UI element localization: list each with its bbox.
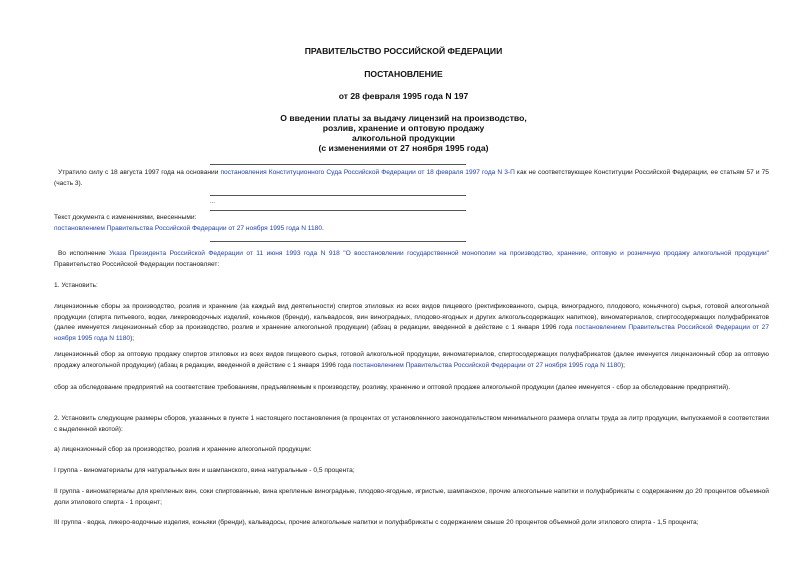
license-trade-end: );: [620, 361, 625, 369]
item-2-paragraph: 2. Установить следующие размеры сборов, указанных в пункте 1 настоящего постановления (в процентах от установленного законодательством минимального размера оплаты труда за литр продукции, выпускаемой в соответствии с выделенной квотой):: [54, 415, 769, 433]
repeal-notice-text: Утратило силу с 18 августа 1997 года на основании: [58, 169, 221, 176]
subitem-a: а) лицензионный сбор за производство, розлив и хранение алкогольной продукции:: [54, 446, 312, 453]
document-date: от 28 февраля 1995 года N 197: [338, 91, 469, 101]
government-heading: ПРАВИТЕЛЬСТВО РОССИЙСКОЙ ФЕДЕРАЦИИ: [304, 46, 503, 56]
separator-rule: [210, 195, 466, 196]
document-title-line-4: (с изменениями от 27 ноября 1995 года): [318, 143, 489, 153]
license-production-text: лицензионные сборы за производство, розлив и хранение (за каждый вид деятельности) спиртов этиловых из всех видов пищевого (ректификованного, сырца, виноградного, плодового, коньячного) сырья, готовой алкогольной продукции (спирта питьевого, водки, ликероводочных изделий, коньяков (бренди), кальвадосов, вин виноградных, плодово-ягодных и других алкогольсодержащих напитков), виноматериалов, спиртосодержащих полуфабрикатов (далее именуется лицензионный сбор за производство, розлив и хранение алкогольной продукции) (абзац в редакции, введенной в действие с 1 января 1996 года: [54, 303, 769, 332]
amendment-1180-link[interactable]: постановлением Правительства Российской Федерации от 27 ноября 1995 года N 1180: [352, 361, 621, 369]
preamble-text: Во исполнение: [58, 250, 110, 257]
repeal-notice-text-end: как не соответствующее Конституции Российской Федерации, ее статьям 57 и 75 (часть 3).: [54, 169, 769, 187]
document-title-line-1: О введении платы за выдачу лицензий на производство,: [280, 113, 527, 123]
license-trade-text: лицензионный сбор за оптовую продажу спиртов этиловых из всех видов пищевого сырья, готовой алкогольной продукции, виноматериалов, спиртосодержащих полуфабрикатов (далее именуется лицензионный сбор за оптовую продажу алкогольной продукции) (абзац в редакции, введенной в действие с 1 января 1996 года: [54, 351, 769, 369]
preamble-paragraph: [54, 249, 769, 270]
license-production-paragraph: [54, 302, 769, 344]
changes-note-end: .: [322, 225, 324, 232]
amendment-1180-link[interactable]: постановлением Правительства Российской Федерации от 27 ноября 1995 года N 1180: [54, 225, 322, 232]
license-production-end: );: [130, 334, 135, 342]
separator-rule: [210, 164, 466, 165]
document-title-line-2: розлив, хранение и оптовую продажу: [322, 123, 485, 133]
inspection-fee-paragraph: сбор за обследование предприятий на соответствие требованиям, предъявляемым к производству, розливу, хранению и оптовой продаже алкогольной продукции (далее именуется - сбор за обследование предприятий).: [54, 384, 731, 391]
separator-rule: [210, 210, 466, 211]
omission-ellipsis: ...: [210, 199, 216, 205]
separator-rule: [210, 241, 466, 242]
license-trade-paragraph: [54, 350, 769, 371]
presidential-decree-link[interactable]: Указа Президента Российской Федерации от 11 июня 1993 года N 918 "О восстановлении государственной монополии на производство, хранение, оптовую и розничную продажу алкогольной продукции": [109, 250, 769, 257]
group-3-rate: III группа - водка, ликеро-водочные изделия, коньяки (бренди), кальвадосы, прочие алкогольные напитки и полуфабрикаты с содержанием свыше 20 процентов объемной доли этилового спирта - 1,5 процента;: [54, 519, 699, 526]
repeal-notice: [54, 168, 769, 189]
amendment-1180-link[interactable]: постановлением Правительства Российской Федерации от 27 ноября 1995 года N 1180: [54, 324, 769, 342]
document-title-line-3: алкогольной продукции: [351, 133, 456, 143]
document-type: ПОСТАНОВЛЕНИЕ: [364, 69, 443, 79]
preamble-text-end: Правительство Российской Федерации постановляет:: [54, 260, 220, 268]
item-1-heading: 1. Установить:: [54, 282, 98, 289]
group-1-rate: I группа - виноматериалы для натуральных вин и шампанского, вина натуральные - 0,5 процента;: [54, 467, 355, 474]
changes-note: [54, 224, 769, 235]
constitutional-court-link[interactable]: постановления Конституционного Суда Российской Федерации от 18 февраля 1997 года N 3-П: [220, 169, 515, 176]
group-2-rate: II группа - виноматериалы для крепленых вин, соки спиртованные, вина крепленые виноградные, плодово-ягодные, игристые, шампанское, прочие алкогольные напитки и полуфабрикаты с содержанием до 20 процентов объемной доли этилового спирта - 1 процент;: [54, 488, 769, 506]
changes-label: Текст документа с изменениями, внесенными:: [54, 214, 197, 221]
